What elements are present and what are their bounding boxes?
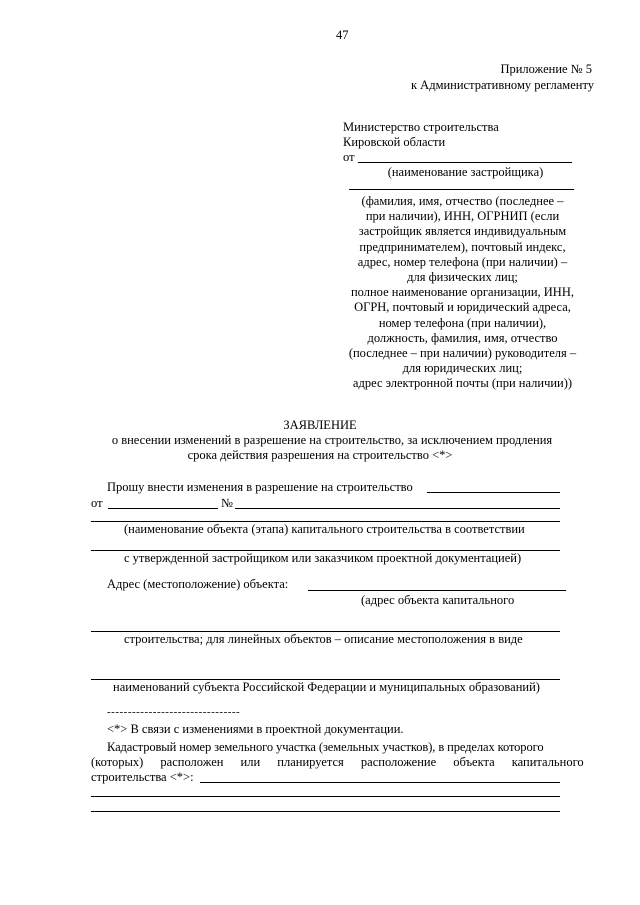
details-line: номер телефона (при наличии), bbox=[378, 315, 547, 330]
developer-name-field[interactable] bbox=[358, 162, 572, 163]
address-hint-3: наименований субъекта Российской Федерации и муниципальных образований) bbox=[113, 680, 540, 694]
permit-field[interactable] bbox=[427, 492, 560, 493]
page-number: 47 bbox=[336, 28, 349, 42]
address-hint-2: строительства; для линейных объектов – описание местоположения в виде bbox=[124, 632, 523, 646]
permit-number-field[interactable] bbox=[235, 508, 560, 509]
document-title: ЗАЯВЛЕНИЕ bbox=[283, 418, 357, 432]
cadastral-line2: (которых) расположен или планируется расположение объекта капитального bbox=[91, 755, 584, 769]
footnote-separator: -------------------------------- bbox=[107, 706, 241, 718]
ministry-name-line1: Министерство строительства bbox=[343, 120, 499, 134]
permit-date-field[interactable] bbox=[108, 508, 218, 509]
from-label: от bbox=[343, 150, 355, 164]
details-line: (последнее – при наличии) руководителя – bbox=[348, 346, 577, 361]
details-line: полное наименование организации, ИНН, bbox=[350, 285, 574, 300]
appendix-number: Приложение № 5 bbox=[500, 62, 592, 76]
details-line: адрес, номер телефона (при наличии) – bbox=[357, 254, 568, 269]
cadastral-field-2[interactable] bbox=[91, 796, 560, 797]
address-field[interactable] bbox=[308, 590, 566, 591]
object-name-hint: (наименование объекта (этапа) капитального строительства в соответствии bbox=[124, 522, 525, 536]
developer-details-hint bbox=[335, 194, 590, 392]
cadastral-line1: Кадастровый номер земельного участка (земельных участков), в пределах которого bbox=[107, 740, 544, 754]
cadastral-field[interactable] bbox=[200, 782, 560, 783]
appendix-regulation: к Административному регламенту bbox=[410, 78, 594, 92]
footnote-text: <*> В связи с изменениями в проектной документации. bbox=[107, 722, 404, 736]
cadastral-field-3[interactable] bbox=[91, 811, 560, 812]
document-subtitle-line2: срока действия разрешения на строительство <*> bbox=[187, 448, 453, 462]
developer-hint: (наименование застройщика) bbox=[387, 165, 544, 179]
details-line: для физических лиц; bbox=[407, 270, 518, 285]
request-text: Прошу внести изменения в разрешение на строительство bbox=[107, 480, 413, 494]
details-line: адрес электронной почты (при наличии)) bbox=[352, 376, 573, 391]
address-hint-1: (адрес объекта капитального bbox=[361, 593, 515, 607]
developer-details-field[interactable] bbox=[349, 189, 574, 190]
address-label: Адрес (местоположение) объекта: bbox=[107, 577, 289, 591]
permit-date-label: от bbox=[91, 496, 103, 510]
object-name-hint-2: с утвержденной застройщиком или заказчиком проектной документацией) bbox=[124, 551, 522, 565]
details-line: для юридических лиц; bbox=[402, 361, 523, 376]
details-line: (фамилия, имя, отчество (последнее – bbox=[361, 194, 564, 208]
document-subtitle-line1: о внесении изменений в разрешение на строительство, за исключением продления bbox=[111, 433, 553, 447]
details-line: должность, фамилия, имя, отчество bbox=[367, 330, 558, 345]
ministry-name-line2: Кировской области bbox=[343, 135, 446, 149]
details-line: застройщик является индивидуальным bbox=[358, 224, 567, 239]
details-line: при наличии), ИНН, ОГРНИП (если bbox=[365, 209, 560, 224]
permit-number-label: № bbox=[221, 496, 233, 510]
details-line: предпринимателем), почтовый индекс, bbox=[359, 239, 566, 254]
cadastral-line3: строительства <*>: bbox=[91, 770, 194, 784]
details-line: ОГРН, почтовый и юридический адреса, bbox=[354, 300, 571, 315]
